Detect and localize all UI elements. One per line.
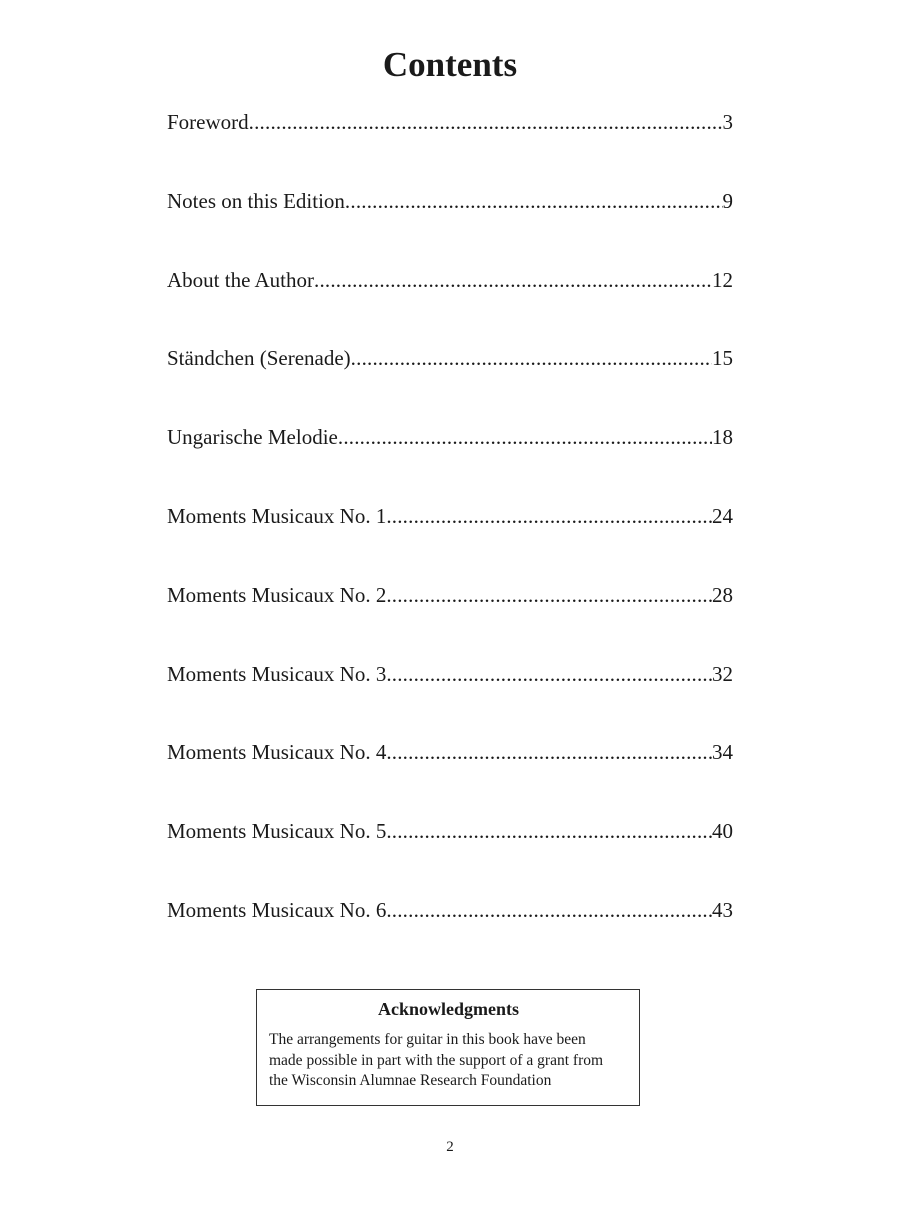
toc-entry-foreword[interactable]	[167, 107, 733, 186]
acknowledgments-text	[269, 1030, 628, 1092]
acknowledgments-line: The arrangements for guitar in this book have been	[269, 1031, 586, 1048]
toc-entry-label: Moments Musicaux No. 6	[167, 897, 387, 922]
toc-entry-page: 34	[712, 740, 733, 765]
acknowledgments-line: made possible in part with the support of a grant from	[269, 1051, 604, 1069]
dot-leader	[249, 107, 723, 137]
dot-leader	[386, 816, 712, 846]
toc-entry-about-the-author[interactable]	[167, 265, 733, 344]
toc-entry-page: 15	[712, 346, 733, 371]
toc-entry-page: 9	[722, 188, 733, 213]
table-of-contents	[167, 107, 733, 974]
toc-entry-page: 40	[712, 819, 733, 844]
dot-leader	[386, 580, 712, 610]
toc-entry-page: 43	[712, 897, 733, 922]
dot-leader	[386, 737, 712, 767]
toc-entry-notes-on-this-edition[interactable]	[167, 186, 733, 265]
toc-entry-page: 28	[712, 582, 733, 607]
toc-entry-label: About the Author	[167, 267, 314, 292]
page-title: Contents	[382, 45, 518, 84]
acknowledgments-heading: Acknowledgments	[377, 999, 519, 1019]
toc-entry-label: Moments Musicaux No. 5	[167, 819, 387, 844]
toc-entry-label: Foreword	[167, 110, 249, 134]
toc-entry-page: 3	[722, 110, 733, 134]
toc-entry-standchen[interactable]	[167, 343, 733, 422]
toc-entry-ungarische-melodie[interactable]	[167, 422, 733, 501]
toc-entry-moments-musicaux-3[interactable]	[167, 659, 733, 738]
toc-entry-label: Ungarische Melodie	[167, 425, 338, 450]
acknowledgments-box	[256, 989, 640, 1106]
toc-entry-moments-musicaux-5[interactable]	[167, 816, 733, 895]
toc-entry-moments-musicaux-1[interactable]	[167, 501, 733, 580]
toc-entry-page: 32	[712, 661, 733, 686]
dot-leader	[345, 186, 723, 216]
dot-leader	[314, 265, 712, 295]
dot-leader	[386, 659, 712, 689]
toc-entry-page: 12	[712, 267, 733, 292]
toc-entry-label: Ständchen (Serenade)	[167, 346, 351, 371]
toc-entry-moments-musicaux-6[interactable]	[167, 895, 733, 974]
dot-leader	[351, 343, 712, 373]
toc-entry-label: Moments Musicaux No. 3	[167, 661, 387, 686]
dot-leader	[338, 422, 712, 452]
toc-entry-label: Moments Musicaux No. 4	[167, 740, 387, 765]
toc-entry-moments-musicaux-2[interactable]	[167, 580, 733, 659]
toc-entry-page: 24	[712, 503, 733, 528]
dot-leader	[386, 895, 712, 925]
toc-entry-page: 18	[712, 425, 733, 450]
toc-entry-label: Moments Musicaux No. 2	[167, 582, 387, 607]
dot-leader	[386, 501, 712, 531]
page-number: 2	[446, 1139, 454, 1155]
toc-entry-label: Moments Musicaux No. 1	[167, 503, 387, 528]
toc-entry-label: Notes on this Edition	[167, 188, 345, 213]
acknowledgments-line: the Wisconsin Alumnae Research Foundation	[269, 1072, 552, 1089]
toc-entry-moments-musicaux-4[interactable]	[167, 737, 733, 816]
